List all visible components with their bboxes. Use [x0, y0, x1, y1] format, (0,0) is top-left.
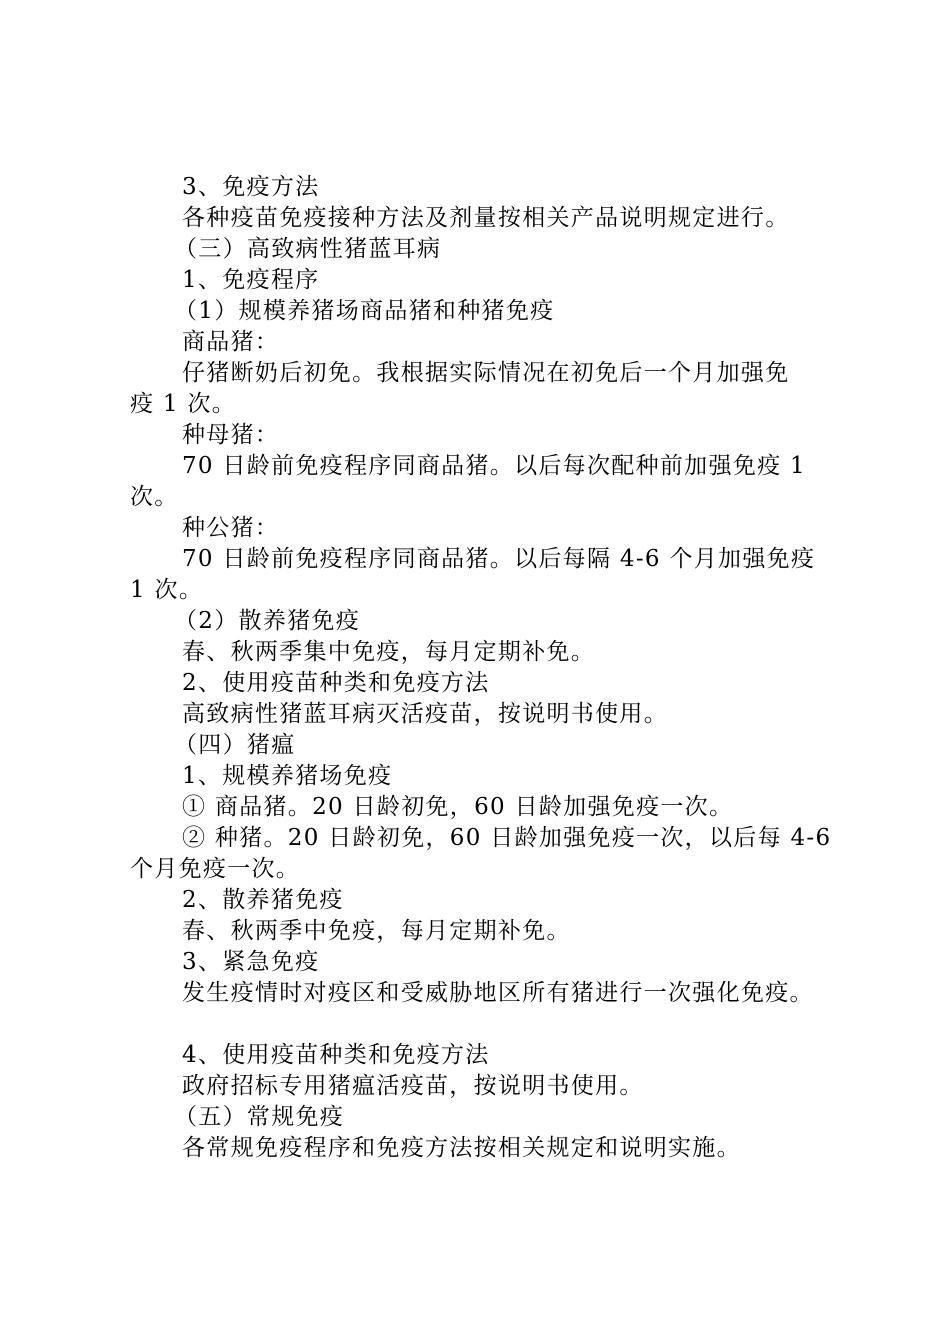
paragraph-line: 次。: [130, 484, 179, 510]
paragraph-line: 疫 1 次。: [130, 391, 237, 417]
paragraph-line: 高致病性猪蓝耳病灭活疫苗，按说明书使用。: [182, 701, 668, 727]
paragraph-line: 各常规免疫程序和免疫方法按相关规定和说明实施。: [182, 1135, 741, 1161]
paragraph-line: 商品猪：: [182, 329, 280, 355]
section-heading: 3、免疫方法: [182, 174, 320, 200]
section-heading: 3、紧急免疫: [182, 949, 320, 975]
paragraph-line: 70 日龄前免疫程序同商品猪。以后每次配种前加强免疫 1: [182, 453, 806, 479]
paragraph-line: 各种疫苗免疫接种方法及剂量按相关产品说明规定进行。: [182, 205, 790, 231]
section-heading: 1、规模养猪场免疫: [182, 763, 393, 789]
section-heading: 4、使用疫苗种类和免疫方法: [182, 1042, 490, 1068]
section-heading: （三）高致病性猪蓝耳病: [174, 236, 442, 262]
section-heading: 1、免疫程序: [182, 267, 320, 293]
paragraph-line: 春、秋两季集中免疫，每月定期补免。: [182, 639, 596, 665]
section-heading: （五）常规免疫: [174, 1104, 345, 1130]
paragraph-line: 1 次。: [130, 577, 204, 603]
paragraph-line: 发生疫情时对疫区和受威胁地区所有猪进行一次强化免疫。: [182, 980, 814, 1006]
section-heading: 2、使用疫苗种类和免疫方法: [182, 670, 490, 696]
paragraph-line: 个月免疫一次。: [130, 856, 301, 882]
subsection-heading: （1）规模养猪场商品猪和种猪免疫: [174, 298, 555, 324]
paragraph-line: 种公猪：: [182, 515, 280, 541]
paragraph-line: ① 商品猪。20 日龄初免，60 日龄加强免疫一次。: [182, 794, 734, 820]
paragraph-line: 70 日龄前免疫程序同商品猪。以后每隔 4-6 个月加强免疫: [182, 546, 816, 572]
paragraph-line: 仔猪断奶后初免。我根据实际情况在初免后一个月加强免: [182, 360, 790, 386]
subsection-heading: （2）散养猪免疫: [174, 608, 361, 634]
section-heading: （四）猪瘟: [174, 732, 296, 758]
paragraph-line: 春、秋两季中免疫，每月定期补免。: [182, 918, 571, 944]
paragraph-line: ② 种猪。20 日龄初免，60 日龄加强免疫一次，以后每 4-6: [182, 825, 832, 851]
paragraph-line: 政府招标专用猪瘟活疫苗，按说明书使用。: [182, 1073, 644, 1099]
document-body: [130, 172, 830, 1164]
blank-line: [130, 1009, 830, 1040]
paragraph-line: 种母猪：: [182, 422, 280, 448]
section-heading: 2、散养猪免疫: [182, 887, 344, 913]
